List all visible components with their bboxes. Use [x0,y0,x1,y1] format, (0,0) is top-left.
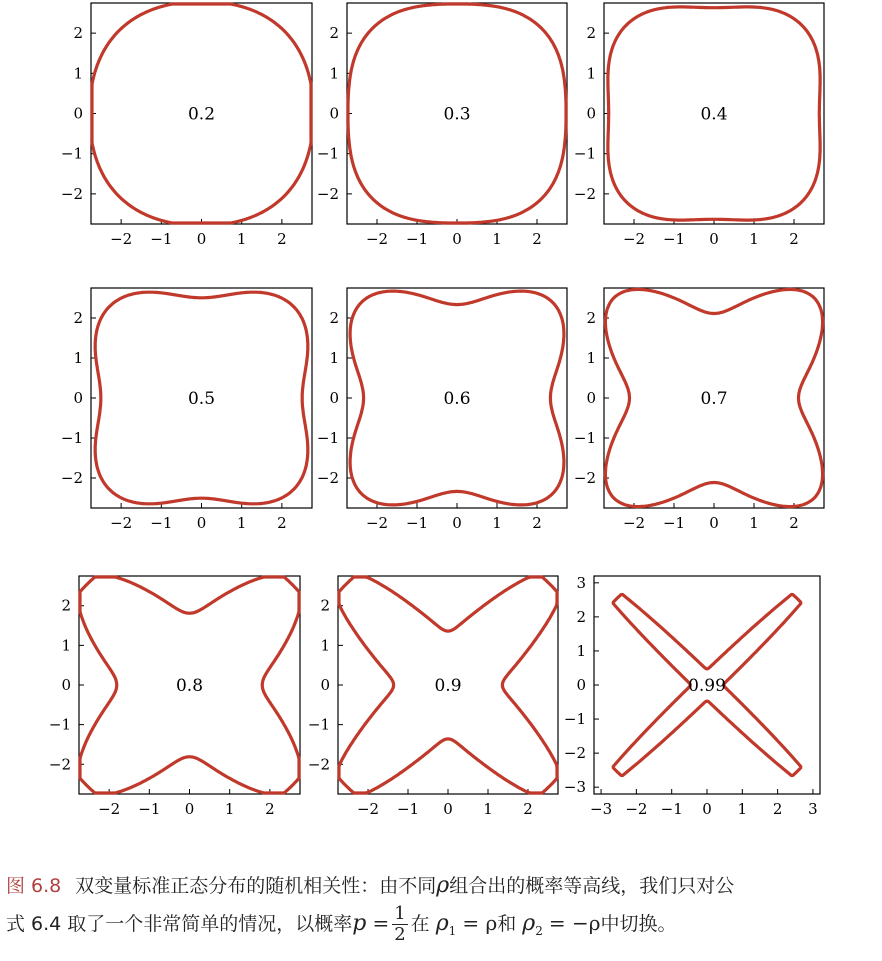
y-tick-label: 0 [576,676,586,694]
x-tick-label: 0 [452,230,462,248]
caption-he: 和 [497,913,517,935]
y-tick-label: −2 [316,469,339,487]
rho-label: 0.8 [175,676,204,696]
x-tick-label: −1 [150,514,173,532]
caption-p: p [352,911,367,936]
y-tick-label: −2 [48,755,71,774]
x-tick-label: 0 [196,514,207,532]
y-tick-label: 2 [329,24,339,43]
x-tick-label: −1 [662,230,686,248]
x-tick-label: 0 [709,230,719,248]
y-tick-label: −1 [60,144,83,163]
chart-panel-0.7 [574,288,824,532]
y-tick-label: 0 [73,104,83,123]
x-tick-label: −2 [110,230,133,248]
y-tick-label: 3 [576,573,586,592]
x-tick-label: 3 [808,800,818,818]
rho-label: 0.3 [443,104,471,125]
x-tick-label: −1 [660,800,683,818]
caption-eq-neg-rho: = −ρ [548,911,601,935]
y-tick-label: 2 [73,309,83,327]
chart-panel-0.3 [317,3,567,248]
y-tick-label: 1 [73,64,83,83]
figure-number: 图 6.8 [6,875,62,897]
x-tick-label: 1 [749,230,759,248]
rho-label: 0.4 [700,104,728,125]
y-tick-label: 0 [320,676,330,694]
x-tick-label: 0 [443,800,453,818]
y-tick-label: 2 [586,24,596,43]
chart-panel-0.8 [49,576,300,818]
x-tick-label: 0 [184,800,195,818]
y-tick-label: −2 [563,744,586,763]
y-tick-label: 1 [586,64,596,83]
y-tick-label: 1 [61,636,71,655]
y-tick-label: 0 [61,676,71,694]
y-tick-label: 0 [329,104,339,123]
x-tick-label: 1 [224,800,235,818]
x-tick-label: 1 [483,800,493,818]
fraction-denominator: 2 [394,924,406,945]
x-tick-label: −1 [396,800,420,818]
y-tick-label: −1 [48,715,71,734]
y-tick-label: −2 [573,469,596,487]
y-tick-label: 2 [329,309,339,327]
x-tick-label: 1 [236,514,247,532]
caption-rho2: ρ [522,911,536,936]
caption-line-2 [6,904,878,949]
y-tick-label: 1 [576,641,586,660]
y-tick-label: −2 [307,755,330,774]
x-tick-label: 1 [492,514,502,532]
x-tick-label: 1 [749,514,759,532]
x-tick-label: −1 [405,230,429,248]
x-tick-label: 0 [452,514,462,532]
caption-zai: 在 [410,913,430,935]
y-tick-label: −1 [573,144,596,163]
x-tick-label: −2 [622,230,646,248]
x-tick-label: 2 [277,230,287,248]
x-tick-label: 2 [772,800,783,818]
x-tick-label: 1 [236,230,247,248]
x-tick-label: 2 [265,800,275,818]
y-tick-label: 1 [329,349,339,367]
y-tick-label: 0 [73,389,83,407]
x-tick-label: 2 [523,800,533,818]
x-tick-label: 2 [789,230,799,248]
rho-label: 0.2 [187,104,216,125]
chart-panel-0.6 [317,288,567,532]
caption-sub2: 2 [535,923,543,938]
x-tick-label: −2 [110,514,133,532]
y-tick-label: −1 [563,710,586,729]
rho-label: 0.5 [187,389,216,409]
caption-eq: = [372,911,390,935]
chart-panel-0.2 [61,3,312,248]
y-tick-label: −2 [60,469,83,487]
x-tick-label: 2 [532,514,542,532]
y-tick-label: −1 [316,429,339,447]
x-tick-label: −2 [625,800,648,818]
y-tick-label: −2 [573,184,596,203]
x-tick-label: 0 [196,230,207,248]
caption-text-2a: 式 6.4 取了一个非常简单的情况，以概率 [6,913,353,935]
caption-rho: ρ [436,873,450,898]
y-tick-label: −3 [563,778,586,797]
caption-line-1 [6,868,878,904]
rho-label: 0.99 [688,676,726,696]
chart-panel-0.99 [564,574,820,818]
y-tick-label: 1 [329,64,339,83]
x-tick-label: −2 [98,800,121,818]
fraction-numerator: 1 [394,903,406,924]
caption-text-1: 双变量标准正态分布的随机相关性：由不同 [75,875,437,897]
caption-text-1b: 组合出的概率等高线，我们只对公 [449,875,735,897]
caption-rho1: ρ [435,911,449,936]
chart-panel-0.4 [574,3,824,248]
chart-panel-0.5 [61,288,312,532]
caption-tail: 中切换。 [600,913,677,935]
x-tick-label: −1 [150,230,173,248]
y-tick-label: 2 [73,24,83,43]
caption-fraction [392,904,407,945]
y-tick-label: 2 [320,596,330,615]
x-tick-label: 0 [702,800,712,818]
y-tick-label: 1 [586,349,596,367]
x-tick-label: 2 [277,514,287,532]
y-tick-label: −2 [60,184,83,203]
x-tick-label: −2 [365,230,389,248]
x-tick-label: 0 [709,514,719,532]
x-tick-label: −2 [622,514,646,532]
caption-eq-rho: = ρ [462,911,498,935]
figure-caption [6,868,878,949]
x-tick-label: −3 [590,800,613,818]
y-tick-label: −2 [316,184,339,203]
chart-panel-0.9 [308,576,558,818]
caption-sub1: 1 [448,923,457,938]
rho-label: 0.9 [434,676,462,696]
y-tick-label: 0 [586,389,596,407]
y-tick-label: 2 [576,607,586,626]
y-tick-label: 2 [586,309,596,327]
y-tick-label: 1 [73,349,83,367]
x-tick-label: −1 [138,800,161,818]
y-tick-label: 1 [320,636,330,655]
x-tick-label: 2 [532,230,542,248]
y-tick-label: 2 [61,596,71,615]
x-tick-label: 1 [737,800,748,818]
rho-label: 0.7 [700,389,728,409]
x-tick-label: 1 [492,230,502,248]
x-tick-label: 2 [789,514,799,532]
y-tick-label: 0 [586,104,596,123]
rho-label: 0.6 [443,389,471,409]
y-tick-label: −1 [573,429,596,447]
x-tick-label: −1 [662,514,686,532]
x-tick-label: −1 [405,514,429,532]
y-tick-label: 0 [329,389,339,407]
x-tick-label: −2 [356,800,380,818]
x-tick-label: −2 [365,514,389,532]
y-tick-label: −1 [316,144,339,163]
y-tick-label: −1 [307,715,330,734]
y-tick-label: −1 [60,429,83,447]
